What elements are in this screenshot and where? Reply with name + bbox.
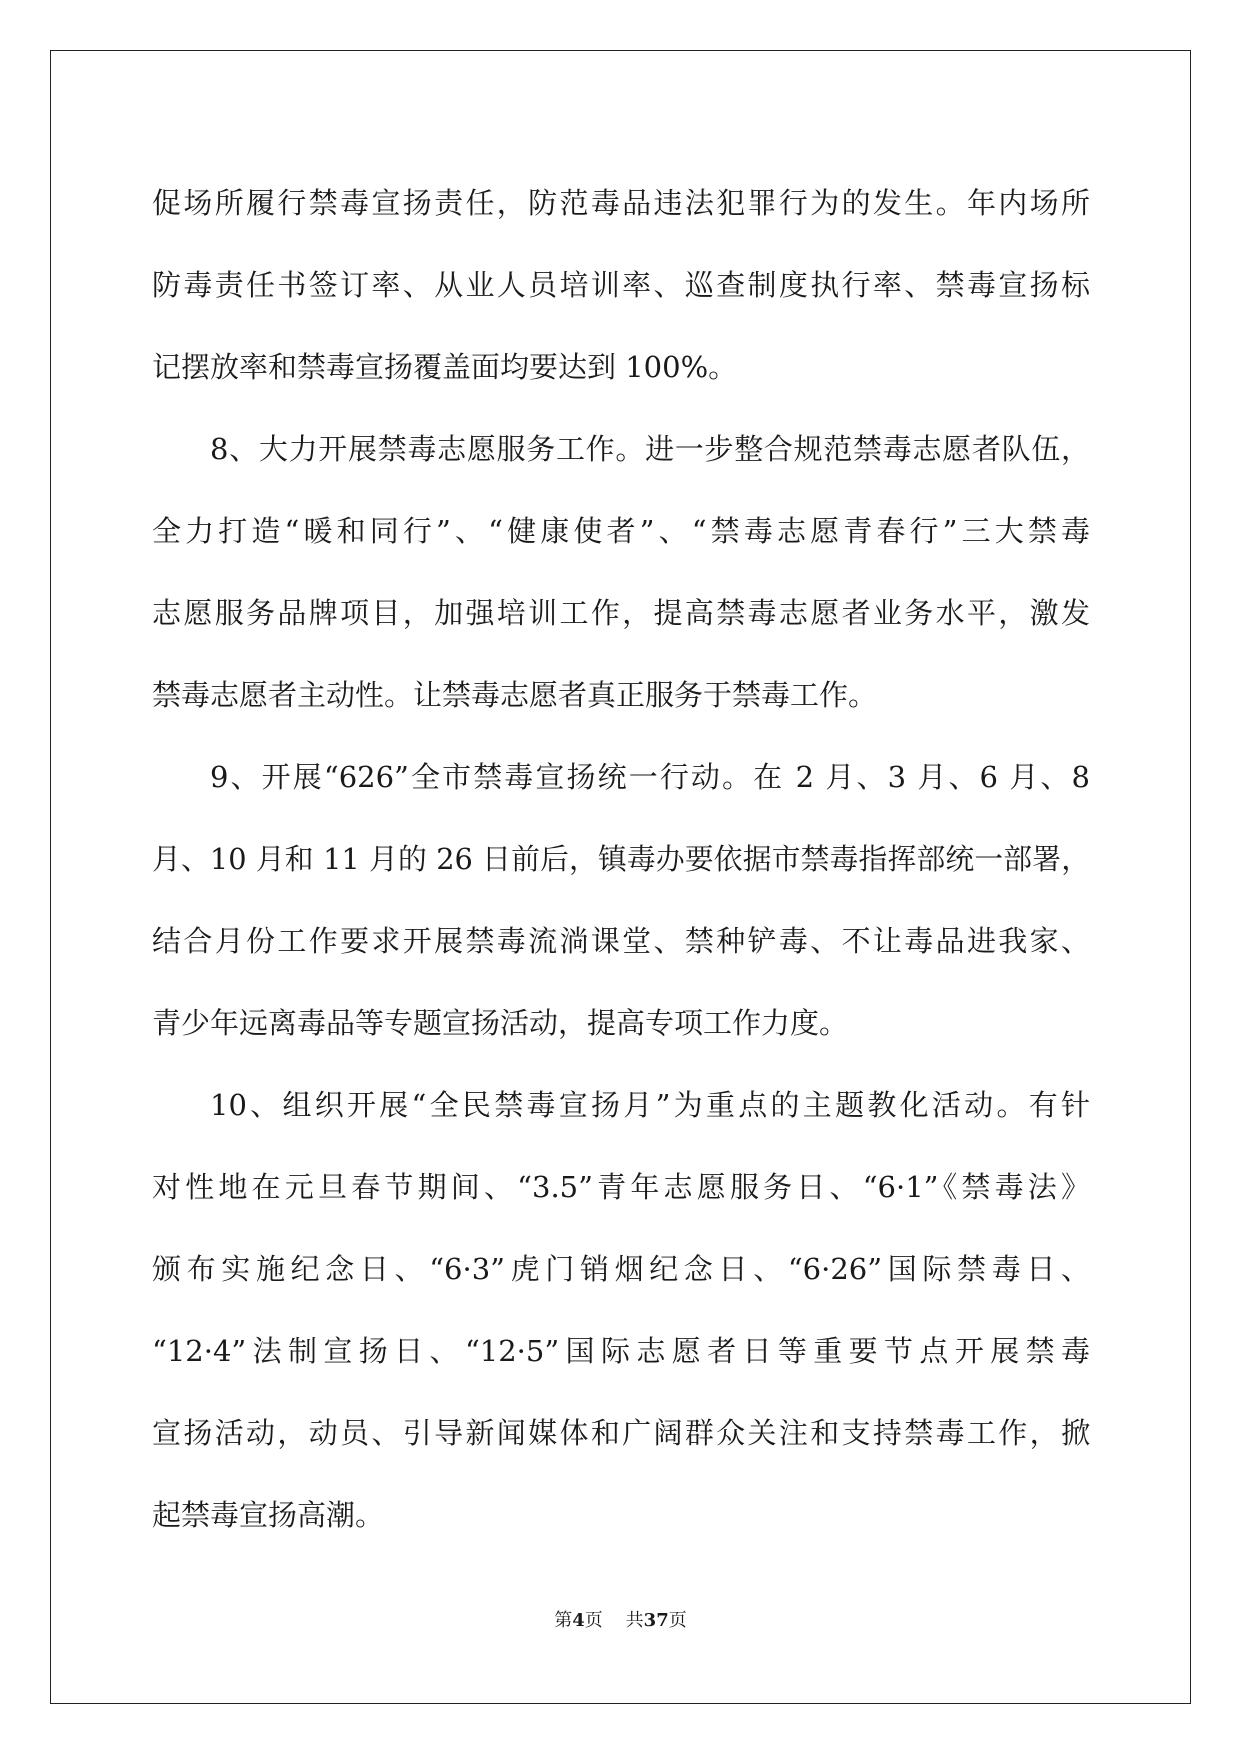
total-pages: 37	[643, 1610, 669, 1631]
text-line: 月、10 月和 11 月的 26 日前后，镇毒办要依据市禁毒指挥部统一部署，	[152, 842, 1090, 876]
text-line: “12·4”法制宣扬日、“12·5”国际志愿者日等重要节点开展禁毒	[152, 1334, 1090, 1368]
page-number: 4	[572, 1610, 585, 1631]
page-prefix: 第	[554, 1610, 573, 1631]
paragraph-start-line: 8、大力开展禁毒志愿服务工作。进一步整合规范禁毒志愿者队伍，	[210, 432, 1090, 466]
text-line: 对性地在元旦春节期间、“3.5”青年志愿服务日、“6·1”《禁毒法》	[152, 1170, 1090, 1204]
text-line: 全力打造“暖和同行”、“健康使者”、“禁毒志愿青春行”三大禁毒	[152, 514, 1090, 548]
text-line: 促场所履行禁毒宣扬责任，防范毒品违法犯罪行为的发生。年内场所	[152, 186, 1090, 220]
text-line: 禁毒志愿者主动性。让禁毒志愿者真正服务于禁毒工作。	[152, 678, 878, 712]
text-line: 防毒责任书签订率、从业人员培训率、巡查制度执行率、禁毒宣扬标	[152, 268, 1090, 302]
text-line: 青少年远离毒品等专题宣扬活动，提高专项工作力度。	[152, 1006, 849, 1040]
page-footer	[0, 1606, 1241, 1632]
document-body	[152, 162, 1090, 1556]
text-line: 起禁毒宣扬高潮。	[152, 1498, 385, 1532]
text-line: 宣扬活动，动员、引导新闻媒体和广阔群众关注和支持禁毒工作，掀	[152, 1416, 1090, 1450]
text-line: 志愿服务品牌项目，加强培训工作，提高禁毒志愿者业务水平，激发	[152, 596, 1090, 630]
text-line: 记摆放率和禁毒宣扬覆盖面均要达到 100%。	[152, 350, 738, 384]
total-suffix: 页	[668, 1610, 687, 1631]
total-prefix: 共	[625, 1610, 644, 1631]
text-line: 颁布实施纪念日、“6·3”虎门销烟纪念日、“6·26”国际禁毒日、	[152, 1252, 1090, 1286]
page-suffix: 页	[584, 1610, 603, 1631]
paragraph-start-line: 9、开展“626”全市禁毒宣扬统一行动。在 2 月、3 月、6 月、8	[210, 760, 1090, 794]
paragraph-start-line: 10、组织开展“全民禁毒宣扬月”为重点的主题教化活动。有针	[210, 1088, 1090, 1122]
text-line: 结合月份工作要求开展禁毒流淌课堂、禁种铲毒、不让毒品进我家、	[152, 924, 1090, 958]
